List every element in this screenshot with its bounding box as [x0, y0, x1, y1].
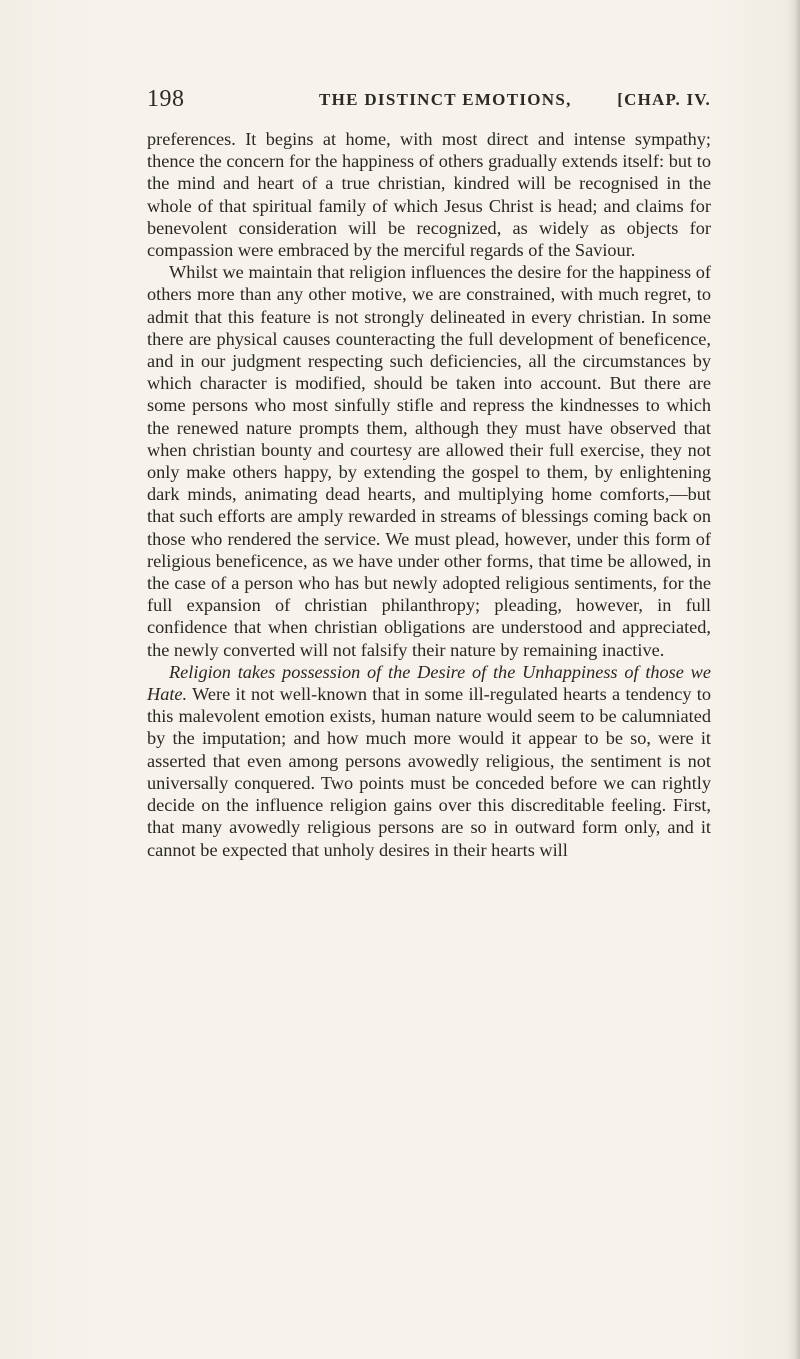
body-text — [147, 128, 711, 861]
page-edge-shadow — [786, 0, 800, 1359]
paragraph-continued: preferences. It begins at home, with most direct and intense sympathy; thence the concern for the happiness of others gradually extends itself: but to the mind and heart of a true christian, kindred will be recognised in the whole of that spiritual family of which Jesus Christ is head; and claims for benevolent consideration will be recognized, as widely as objects for compassion were embraced by the merciful regards of the Saviour. — [147, 129, 711, 261]
paragraph-text: Were it not well-known that in some ill-regulated hearts a tendency to this malevolent emotion exists, human nature would seem to be calumniated by the imputation; and how much more would it appear to be so, were it asserted that even among persons avowedly religious, the sentiment is not universally conquered. Two points must be conceded before we can rightly decide on the influence religion gains over this discreditable feeling. First, that many avowedly religious persons are so in outward form only, and it cannot be expected that unholy desires in their hearts will — [147, 684, 711, 860]
page-header — [147, 84, 711, 118]
page-number: 198 — [147, 86, 185, 112]
running-title: THE DISTINCT EMOTIONS, — [319, 90, 572, 109]
chapter-reference: [CHAP. IV. — [617, 90, 711, 109]
paragraph-religion-influences: Whilst we maintain that religion influences the desire for the happiness of others more than any other motive, we are constrained, with much regret, to admit that this feature is not strongly delineated in every christian. In some there are physical causes counteracting the full development of beneficence, and in our judgment respecting such deficiencies, all the circumstances by which character is modified, should be taken into account. But there are some persons who most sinfully stifle and repress the kindnesses to which the renewed nature prompts them, although they must have observed that when christian bounty and courtesy are allowed their full exercise, they not only make others happy, by extending the gospel to them, by enlightening dark minds, animating dead hearts, and multiplying home comforts,—but that such efforts are amply rewarded in streams of blessings coming back on those who rendered the service. We must plead, however, under this form of religious beneficence, as we have under other forms, that time be allowed, in the case of a person who has but newly adopted religious sentiments, for the full expansion of christian philanthropy; pleading, however, in full confidence that when christian obligations are understood and appreciated, the newly converted will not falsify their nature by remaining inactive. — [147, 262, 711, 660]
section-subheading: Religion takes possession of the Desire of the Unhappiness of those we Hate. — [147, 661, 711, 705]
paragraph-unhappiness-of-those-we-hate — [147, 661, 711, 861]
